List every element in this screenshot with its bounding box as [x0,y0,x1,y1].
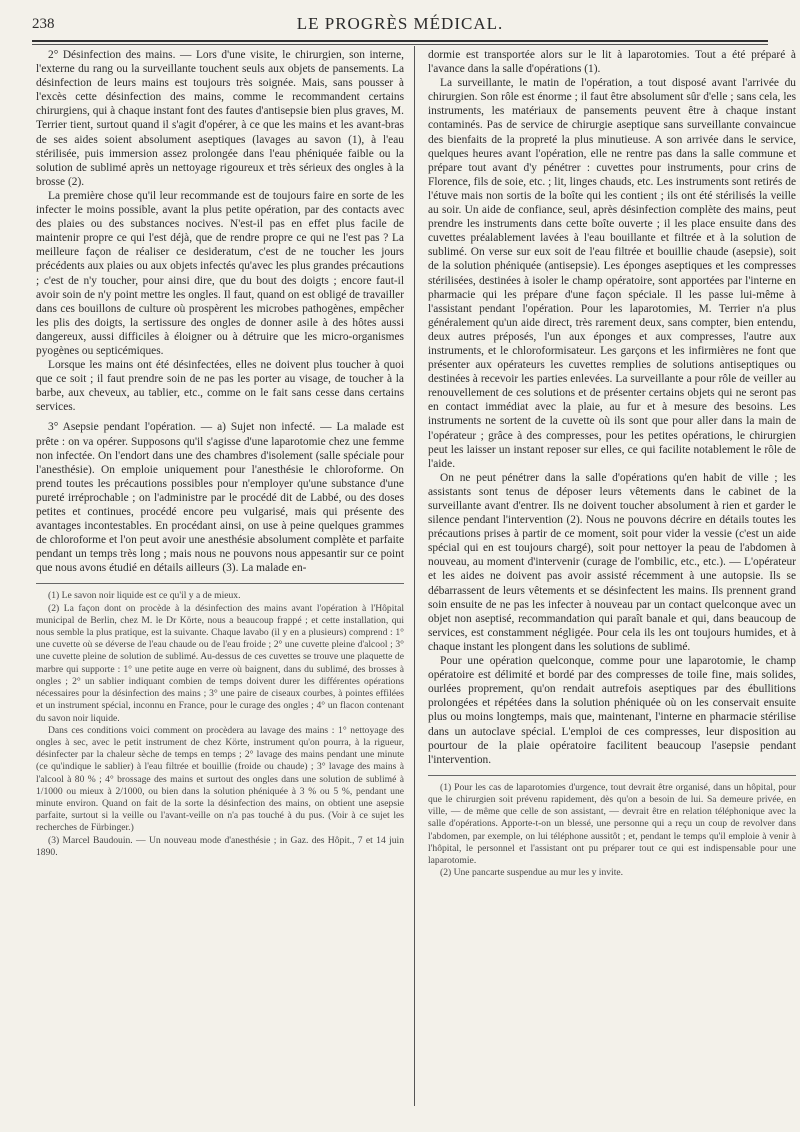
footnote: (2) La façon dont on procède à la désinfection des mains avant l'opération à l'Hôpital municipal de Berlin, chez M. le Dr Körte, nous a beaucoup frappé ; et cette installation, qui nous semble la plus pratique, est la suivante. Chaque lavabo (il y en a plusieurs) comprend : 1° une cuvette où se déverse de l'eau chaude ou de l'eau froide ; 2° une cuvette pleine d'alcool ; 3° une cuvette pleine de solution de sublimé. Au-dessus de ces cuvettes se trouve une plaquette de marbre qui supporte : 1° une petite auge en verre où baignent, dans du sublimé, des brosses à ongles ; 2° un sablier indiquant combien de temps doivent durer les différentes opérations nécessaires pour la désinfection des mains ; 3° une paire de ciseaux courbes, à pointes effilées et un instrument spécial, inconnu en France, pour le curage des ongles ; 4° un flacon contenant du savon noir liquide. [36,602,404,724]
paragraph: Pour une opération quelconque, comme pour une laparotomie, le champ opératoire est délimité et bordé par des compresses de toile fine, mais solides, ourlées proprement, qu'on rendait autrefois aseptiques par des ébullitions prolongées et répétées dans la solution phéniquée où on les conservait ensuite plus ou moins longtemps, mais que, maintenant, l'interne en pharmacie stérilise dans un autoclave spécial. L'emploi de ces compresses, leur disposition au pourtour de la plaie opératoire facilitent beaucoup l'asepsie pendant l'intervention. [428,655,796,766]
paragraph: 3° Asepsie pendant l'opération. — a) Sujet non infecté. — La malade est prête : on va opérer. Supposons qu'il s'agisse d'une laparotomie chez une femme non infectée. On l'endort dans une des chambres d'isolement (salle spéciale pour l'anesthésie). On emploie uniquement pour l'anesthésie le chloroforme. On prend toutes les précautions possibles pour n'employer qu'une substance d'une pureté irréprochable ; on l'administre par le procédé dit de Labbé, ou des doses petites et continues, procédé encore peu vulgarisé, mais qui présente des avantages incontestables. En procédant ainsi, on use à peine quelques grammes de chloroforme et l'on peut avoir une anesthésie absolument complète et parfaite pendant un temps très long ; mais nous ne pouvons nous appesantir sur ce point que nous avons étudié en détails ailleurs (3). La malade en- [36,421,404,575]
running-title: LE PROGRÈS MÉDICAL. [296,14,504,33]
footnote: (3) Marcel Baudouin. — Un nouveau mode d'anesthésie ; in Gaz. des Hôpit., 7 et 14 juin 1890. [36,834,404,858]
footnote-rule [428,775,796,776]
right-column [428,48,796,879]
column-divider [414,46,415,1106]
paragraph: La surveillante, le matin de l'opération, a tout disposé avant l'arrivée du chirurgien. Son rôle est énorme ; il faut être absolument sûr d'elle ; sans cela, les instruments, les matériaux de pansements peuvent être à chaque instant contaminés. Pas de service de chirurgie aseptique sans surveillante convaincue des bienfaits de la propreté la plus minutieuse. A son arrivée dans le service, quelques heures avant l'opération, elle ne rentre pas dans la salle commune et prépare tout avant d'y pénétrer : cuvettes pour instruments, pour crins de Florence, fils de soie, etc. ; lit, linges chauds, etc. Les instruments sont retirés de l'étuve mais non sortis de la boîte qui les contient ; ils ont été stérilisés la veille au soir. Un aide de confiance, seul, après désinfection complète des mains, peut prendre les instruments dans cette boîte ouverte ; il les place ensuite dans des cuvettes préalablement lavées à l'eau bouillante et filtrée et à la solution de sublimé. On verse sur eux soit de l'eau filtrée et bouillie chaude (asepsie), soit de la solution phéniquée (antisepsie). Les éponges aseptiques et les compresses stérilisées, destinées à isoler le champ opératoire, sont apportées par l'interne en pharmacie qui les prépare d'une façon spéciale. Il les passe lui-même à l'assistant pendant l'opération. Pour les laparotomies, M. Terrier n'a plus généralement qu'un aide direct, très rarement deux, sans compter, bien entendu, deux autres préposés, l'un aux éponges et aux compresses, l'autre aux instruments, et le chloroformisateur. Les garçons et les infirmières ne font que présenter aux opérateurs les cuvettes remplies de solutions antiseptiques ou destinées à recevoir les parties enlevées. La surveillante a pour rôle de veiller au renouvellement de ces solutions et de présenter certains objets qui ne seront pas en contact immédiat avec la plaie, au fur et à mesure des besoins. Les instruments ne sortent de la cuvette où ils sont que pour aller dans la main de l'opérateur ; grâce à des compresses, pour les petites opérations, le chirurgien peut les laisser un instant reposer sur elles, ce qui facilite notablement le rôle de l'aide. [428,77,796,470]
paragraph: 2° Désinfection des mains. — Lors d'une visite, le chirurgien, son interne, l'externe du rang ou la surveillante touchent seuls aux objets de pansements. La désinfection de leurs mains est toujours très soignée. Mais, sans pousser à l'excès cette désinfection des mains, comme le recommandent certains chirurgiens, qui à chaque instant font des fautes d'antisepsie bien plus graves, M. Terrier tient, surtout quand il s'agit d'opérer, à ce que les mains et les avant-bras de ses aides soient absolument aseptiques (lavages au savon (1), à l'eau stérilisée, puis immersion assez prolongée dans l'eau phéniquée faible ou la solution de sublimé après un nettoyage rigoureux et très sérieux des ongles à la brosse (2). [36,49,404,188]
paragraph: dormie est transportée alors sur le lit à laparotomies. Tout a été préparé à l'avance dans la salle d'opérations (1). [428,49,796,76]
footnote-rule [36,583,404,584]
footnote: (2) Une pancarte suspendue au mur les y invite. [440,867,624,879]
paragraph: On ne peut pénétrer dans la salle d'opérations qu'en habit de ville ; les assistants sont tenus de déposer leurs vêtements dans le cabinet de la surveillante avant d'entrer. Ils ne doivent toucher absolument à rien et garder le silence pendant l'intervention (2). Nous ne pouvons décrire en détails toutes les précautions prises à partir de ce moment, soit pour vider la vessie (c'est un aide spécial qui en est toujours chargé), soit pour nettoyer la peau de l'abdomen à nouveau, au moment d'intervenir (curage de l'ombilic, etc., etc.). — L'opérateur et les aides ne doivent pas avoir assisté récemment à une autopsie. Ils se débarrassent de leurs vêtements et se désinfectent les mains. Ils prennent grand soin ensuite de ne pas les infecter à nouveau par un contact quelconque avec un objet non aseptisé, recommandation qui paraît banale et qui, dans beaucoup de services, est constamment négligée. Pour cela ils les ont toujours humides, et à chaque instant les plongent dans les solutions de sublimé. [428,471,796,653]
page-number: 238 [32,16,55,32]
paragraph: La première chose qu'il leur recommande est de toujours faire en sorte de les infecter le moins possible, avant la plus petite opération, par des contacts avec des plaies ou des substances nocives. N'est-il pas en effet plus facile de maintenir propre ce qui l'est déjà, que de rendre propre ce qui ne l'est pas ? La meilleure façon de réaliser ce desideratum, c'est de ne toucher les jours précédents aux plaies ou aux objets infectés qu'avec les plus grandes précautions ; c'est de n'y toucher, pour ainsi dire, que du bout des doigts ; encore faut-il avoir soin de n'y point mettre les ongles. Il faut, quand on est obligé de travailler dans ces bouillons de culture où prospèrent les microbes pathogènes, empêcher les plis des doigts, la sertissure des ongles de donner asile à des hôtes aussi dangereux, aussi difficiles à éloigner ou à détruire que les micro-organismes pyogènes ou septicémiques. [36,189,404,357]
header-rule [32,40,768,42]
footnote: Dans ces conditions voici comment on procèdera au lavage des mains : 1° nettoyage des ongles à sec, avec le petit instrument de chez Körte, instrument qu'on pourra, à la rigueur, désinfecter par la chaleur sèche de temps en temps ; 2° lavage des mains pendant une minute (ce qu'indique le sablier) à l'eau filtrée et bouillie (froide ou chaude) ; 3° lavage des mains à l'alcool à 80 % ; 4° brossage des mains et surtout des ongles dans une solution de sublimé à 1/1000 ou mieux à 2/1000, ou bien dans la solution phéniquée à 3 % ou 5 %, pendant une minute environ. Quand on fait de la sorte la désinfection des mains, on obtient une asepsie parfaite, surtout si la veille ou l'avant-veille on n'a pas touché à du pus. (Voir à ce sujet les recherches de Fürbinger.) [36,724,404,834]
paragraph: Lorsque les mains ont été désinfectées, elles ne doivent plus toucher à quoi que ce soit ; il faut prendre soin de ne pas les porter au visage, de toucher à la barbe, aux cheveux, au tablier, etc., comme on le fait sans cesse dans certains services. [36,359,404,414]
footnote: (1) Pour les cas de laparotomies d'urgence, tout devrait être organisé, dans un hôpital, pour que le chirurgien soit prévenu rapidement, dès qu'on a besoin de lui. Sa demeure privée, en ville, — de même que celle de son assistant, — devrait être en relation téléphonique avec la salle d'opérations. Apporte-t-on un blessé, une personne qui a reçu un coup de revolver dans l'abdomen, par exemple, on lui téléphone aussitôt ; et, pendant le temps qu'il emploie à venir à l'hôpital, le personnel et l'assistant ont pu préparer tout ce qui est indispensable pour une laparotomie. [428,781,796,866]
footnote: (1) Le savon noir liquide est ce qu'il y a de mieux. [48,590,241,602]
page-header [32,14,768,38]
header-rule-thin [32,44,768,45]
left-column [36,48,404,859]
